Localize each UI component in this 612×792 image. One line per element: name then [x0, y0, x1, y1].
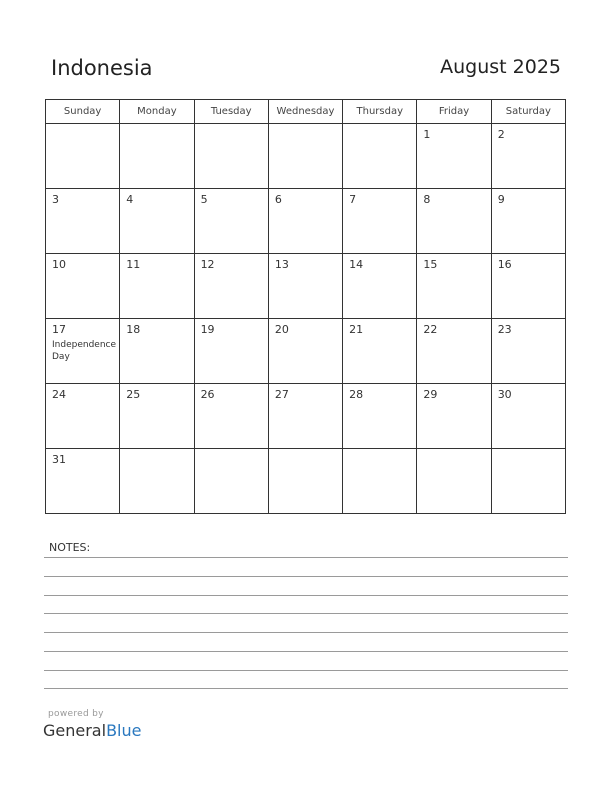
day-number: 1	[423, 128, 431, 141]
day-number: 3	[52, 193, 59, 206]
day-number: 16	[497, 258, 512, 271]
day-cell	[46, 449, 120, 514]
day-number: 31	[52, 453, 66, 466]
brand-logo[interactable]	[43, 721, 141, 740]
month-year-title: August 2025	[440, 56, 561, 78]
weekday-header-row	[46, 100, 566, 124]
day-cell	[417, 124, 491, 189]
country-title: Indonesia	[51, 56, 153, 80]
day-cell	[46, 254, 120, 319]
day-cell	[120, 449, 194, 514]
day-cell	[268, 384, 342, 449]
note-line	[44, 613, 568, 614]
day-cell	[268, 189, 342, 254]
day-number: 21	[349, 323, 364, 336]
day-cell	[120, 384, 194, 449]
day-cell	[194, 124, 268, 189]
day-cell	[343, 254, 417, 319]
day-cell	[194, 449, 268, 514]
day-cell	[120, 189, 194, 254]
week-row	[46, 254, 566, 319]
note-line	[44, 688, 568, 689]
week-row	[46, 319, 566, 384]
day-number: 30	[497, 388, 512, 401]
week-row	[46, 124, 566, 189]
day-number: 27	[274, 388, 289, 401]
day-number: 10	[52, 258, 66, 271]
note-line	[44, 595, 568, 596]
day-cell	[194, 384, 268, 449]
week-row	[46, 189, 566, 254]
day-number: 5	[200, 193, 208, 206]
day-cell	[343, 124, 417, 189]
day-number: 17	[52, 323, 66, 336]
day-cell	[46, 124, 120, 189]
day-number: 26	[200, 388, 215, 401]
day-number: 18	[126, 323, 141, 336]
day-cell	[343, 384, 417, 449]
week-row	[46, 449, 566, 514]
brand-general: General	[43, 721, 107, 740]
day-number: 12	[200, 258, 215, 271]
day-cell	[417, 319, 491, 384]
powered-by-text: powered by	[48, 709, 104, 719]
day-cell	[194, 189, 268, 254]
weekday-tuesday: Tuesday	[194, 100, 268, 124]
day-number: 22	[423, 323, 438, 336]
day-number: 4	[126, 193, 134, 206]
day-cell	[491, 124, 565, 189]
note-line	[44, 632, 568, 633]
day-cell	[343, 189, 417, 254]
week-row	[46, 384, 566, 449]
day-number: 24	[52, 388, 66, 401]
notes-label: NOTES:	[49, 541, 91, 554]
day-number: 9	[497, 193, 505, 206]
day-number: 13	[274, 258, 289, 271]
day-number: 11	[126, 258, 141, 271]
weekday-saturday: Saturday	[491, 100, 565, 124]
day-cell	[268, 254, 342, 319]
day-number: 29	[423, 388, 438, 401]
day-number: 6	[274, 193, 282, 206]
note-line	[44, 670, 568, 671]
day-cell	[491, 189, 565, 254]
note-line	[44, 651, 568, 652]
day-number: 20	[274, 323, 289, 336]
day-cell	[417, 384, 491, 449]
day-number: 28	[349, 388, 364, 401]
note-line	[44, 576, 568, 577]
day-cell	[417, 449, 491, 514]
day-cell	[194, 254, 268, 319]
day-number: 8	[423, 193, 431, 206]
day-number: 25	[126, 388, 141, 401]
day-cell	[343, 449, 417, 514]
weekday-friday: Friday	[417, 100, 491, 124]
day-cell	[194, 319, 268, 384]
day-cell	[268, 449, 342, 514]
day-cell	[120, 124, 194, 189]
day-cell	[268, 124, 342, 189]
weekday-wednesday: Wednesday	[268, 100, 342, 124]
day-cell	[120, 319, 194, 384]
day-number: 15	[423, 258, 438, 271]
day-number: 19	[200, 323, 215, 336]
brand-blue: Blue	[106, 721, 142, 740]
day-cell	[268, 319, 342, 384]
day-cell	[46, 189, 120, 254]
day-cell	[491, 384, 565, 449]
day-cell	[417, 254, 491, 319]
day-cell	[46, 319, 120, 384]
weekday-monday: Monday	[120, 100, 194, 124]
day-cell	[417, 189, 491, 254]
holiday-label: Independence Day	[52, 340, 117, 362]
day-cell	[343, 319, 417, 384]
calendar-grid	[45, 99, 566, 514]
day-cell	[46, 384, 120, 449]
day-number: 2	[497, 128, 505, 141]
day-cell	[491, 319, 565, 384]
weekday-sunday: Sunday	[46, 100, 120, 124]
note-line	[44, 557, 568, 558]
day-cell	[491, 449, 565, 514]
day-cell	[491, 254, 565, 319]
day-number: 14	[349, 258, 364, 271]
day-number: 23	[497, 323, 512, 336]
day-number: 7	[349, 193, 357, 206]
day-cell	[120, 254, 194, 319]
weekday-thursday: Thursday	[343, 100, 417, 124]
